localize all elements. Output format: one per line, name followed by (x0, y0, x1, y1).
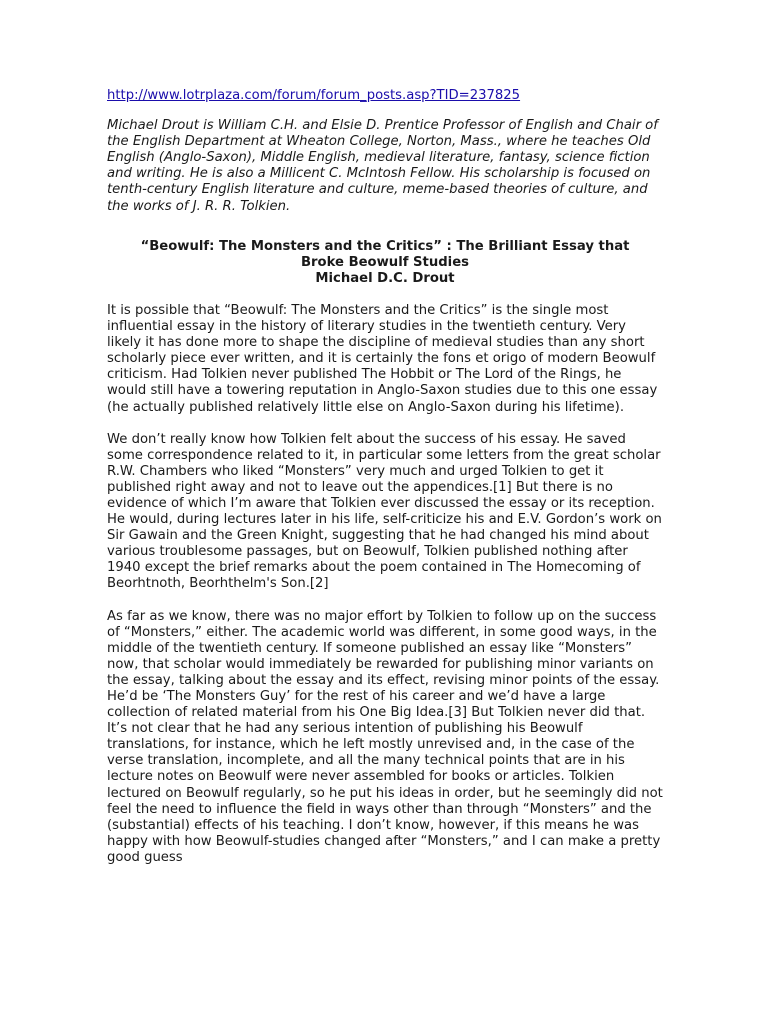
essay-author: Michael D.C. Drout (315, 270, 455, 286)
essay-title-line-2: Broke Beowulf Studies (301, 254, 469, 270)
author-bio: Michael Drout is William C.H. and Elsie D. Prentice Professor of English and Chair of the English Department at Wheaton College, Norton, Mass., where he teaches Old English (Anglo-Saxon), Middle English, medieval literature, fantasy, science fiction and writing. He is also a Millicent C. McIntosh Fellow. His scholarship is focused on tenth-century English literature and culture, meme-based theories of culture, and the works of J. R. R. Tolkien. (107, 118, 658, 214)
body-paragraph-1: It is possible that “Beowulf: The Monsters and the Critics” is the single most influential essay in the history of literary studies in the twentieth century. Very likely it has done more to shape the discipline of medieval studies than any short scholarly piece ever written, and it is certainly the fons et origo of modern Beowulf criticism. Had Tolkien never published The Hobbit or The Lord of the Rings, he would still have a towering reputation in Anglo-Saxon studies due to this one essay (he actually published relatively little else on Anglo-Saxon during his lifetime). (107, 302, 658, 415)
body-paragraph-3: As far as we know, there was no major effort by Tolkien to follow up on the success of “Monsters,” either. The academic world was different, in some good ways, in the middle of the twentieth century. If someone published an essay like “Monsters” now, that scholar would immediately be rewarded for publishing minor variants on the essay, talking about the essay and its effect, revising minor points of the essay. He’d be ‘The Monsters Guy’ for the rest of his career and we’d have a large collection of related material from his One Big Idea.[3] But Tolkien never did that. It’s not clear that he had any serious intention of publishing his Beowulf translations, for instance, which he left mostly unrevised and, in the case of the verse translation, incomplete, and all the many technical points that are in his lecture notes on Beowulf were never assembled for books or articles. Tolkien lectured on Beowulf regularly, so he put his ideas in order, but he seemingly did not feel the need to influence the field in ways other than through “Monsters” and the (substantial) effects of his teaching. I don’t know, however, if this means he was happy with how Beowulf-studies changed after “Monsters,” and I can make a pretty good guess (107, 608, 663, 865)
source-link[interactable]: http://www.lotrplaza.com/forum/forum_posts.asp?TID=237825 (107, 88, 521, 103)
body-paragraph-2: We don’t really know how Tolkien felt about the success of his essay. He saved some correspondence related to it, in particular some letters from the great scholar R.W. Chambers who liked “Monsters” very much and urged Tolkien to get it published right away and not to leave out the appendices.[1] But there is no evidence of which I’m aware that Tolkien ever discussed the essay or its reception. He would, during lectures later in his life, self-criticize his and E.V. Gordon’s work on Sir Gawain and the Green Knight, suggesting that he had changed his mind about various troublesome passages, but on Beowulf, Tolkien published nothing after 1940 except the brief remarks about the poem contained in The Homecoming of Beorhtnoth, Beorhthelm's Son.[2] (107, 431, 662, 592)
essay-title-block (107, 239, 663, 287)
essay-title-line-1: “Beowulf: The Monsters and the Critics” : The Brilliant Essay that (140, 238, 630, 254)
document-page (107, 88, 663, 882)
